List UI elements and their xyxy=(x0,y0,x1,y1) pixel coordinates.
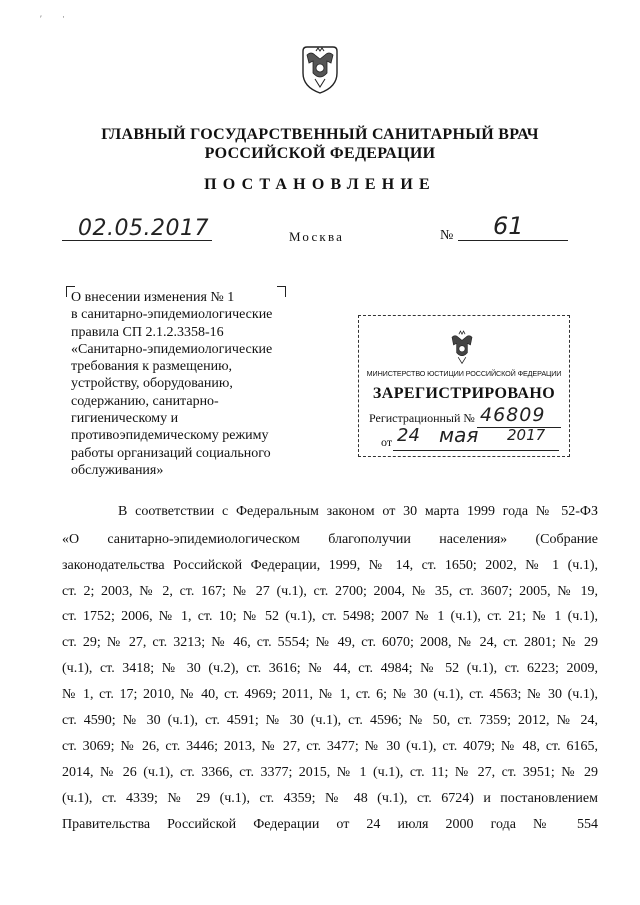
scan-mark: · xyxy=(62,12,65,22)
stamp-date-underline xyxy=(393,450,559,451)
body-line: законодательства Российской Федерации, 1999, № 14, ст. 1650; 2002, № 1 (ч.1), xyxy=(62,558,598,573)
date-underline xyxy=(62,240,212,241)
subject-line: обслуживания» xyxy=(71,462,164,478)
body-line: ст. 29; № 27, ст. 3213; № 46, ст. 5554; № 49, ст. 6070; 2008, № 24, ст. 2801; № 29 xyxy=(62,635,598,650)
coat-of-arms-icon xyxy=(444,328,480,368)
subject-line: в санитарно-эпидемиологические xyxy=(71,307,273,323)
stamp-registered: ЗАРЕГИСТРИРОВАНО xyxy=(372,385,556,402)
body-line: (ч.1), ст. 4339; № 29 (ч.1), ст. 4359; № 48 (ч.1), ст. 6724) и постановлением xyxy=(62,791,598,806)
subject-line: содержанию, санитарно- xyxy=(71,393,219,409)
subject-line: требования к размещению, xyxy=(71,359,233,375)
body-line: «О санитарно-эпидемиологическом благополучии населения» (Собрание xyxy=(62,532,598,547)
subject-line: гигиеническому и xyxy=(71,411,179,427)
subject-line: противоэпидемическому режиму xyxy=(71,428,269,444)
body-line: ст. 2; 2003, № 2, ст. 167; № 27 (ч.1), ст. 2700; 2004, № 35, ст. 3607; 2005, № 19, xyxy=(62,584,598,599)
issuer-title-country: РОССИЙСКОЙ ФЕДЕРАЦИИ xyxy=(204,145,436,162)
scan-mark: ′ xyxy=(40,14,42,24)
stamp-ministry: МИНИСТЕРСТВО ЮСТИЦИИ РОССИЙСКОЙ ФЕДЕРАЦИИ xyxy=(366,369,562,378)
body-line: ст. 3069; № 26, ст. 3446; 2013, № 27, ст. 3477; № 30 (ч.1), ст. 4079; № 48, ст. 6165, xyxy=(62,739,598,754)
coat-of-arms-icon xyxy=(297,43,343,95)
body-line: ст. 1752; 2006, № 1, ст. 10; № 52 (ч.1), ст. 5498; 2007 № 1 (ч.1), ст. 21; № 1 (ч.1), xyxy=(62,609,598,624)
stamp-date-year: 2017 xyxy=(507,426,546,444)
stamp-date-month: мая xyxy=(439,423,479,447)
subject-line: работы организаций социального xyxy=(71,445,271,461)
body-line: Правительства Российской Федерации от 24 июля 2000 года № 554 xyxy=(62,817,598,832)
body-line: 2014, № 26 (ч.1), ст. 3366, ст. 3377; 2015, № 1 (ч.1), ст. 11; № 27, ст. 3951; № 29 xyxy=(62,765,598,780)
document-type: ПОСТАНОВЛЕНИЕ xyxy=(204,176,436,193)
subject-line: О внесении изменения № 1 xyxy=(71,290,235,305)
subject-line: правила СП 2.1.2.3358-16 xyxy=(71,324,224,340)
registration-stamp xyxy=(358,315,570,457)
stamp-date-day: 24 xyxy=(397,425,420,446)
stamp-reg-number: 46809 xyxy=(480,404,546,426)
document-subject xyxy=(71,289,306,479)
stamp-reg-label: Регистрационный № xyxy=(369,411,475,425)
body-line: (ч.1), ст. 3418; № 30 (ч.2), ст. 3616; № 44, ст. 4984; № 52 (ч.1), ст. 6223; 2009, xyxy=(62,661,598,676)
number-label: № xyxy=(440,228,454,243)
subject-line: «Санитарно-эпидемиологические xyxy=(71,341,273,357)
document-city: Москва xyxy=(289,229,345,244)
body-line: ст. 4590; № 30 (ч.1), ст. 4591; № 30 (ч.1), ст. 4596; № 50, ст. 7359; 2012, № 24, xyxy=(62,713,598,728)
subject-line: устройству, оборудованию, xyxy=(71,376,233,392)
number-underline xyxy=(458,240,568,241)
stamp-date-label: от xyxy=(381,435,393,449)
body-line: № 1, ст. 17; 2010, № 40, ст. 4969; 2011, № 1, ст. 6; № 30 (ч.1), ст. 4563; № 30 (ч.1), xyxy=(62,687,598,702)
body-line: В соответствии с Федеральным законом от 30 марта 1999 года № 52-ФЗ xyxy=(118,504,598,519)
document-number: 61 xyxy=(493,212,524,240)
issuer-title: ГЛАВНЫЙ ГОСУДАРСТВЕННЫЙ САНИТАРНЫЙ ВРАЧ xyxy=(101,126,539,143)
document-date: 02.05.2017 xyxy=(78,216,209,241)
